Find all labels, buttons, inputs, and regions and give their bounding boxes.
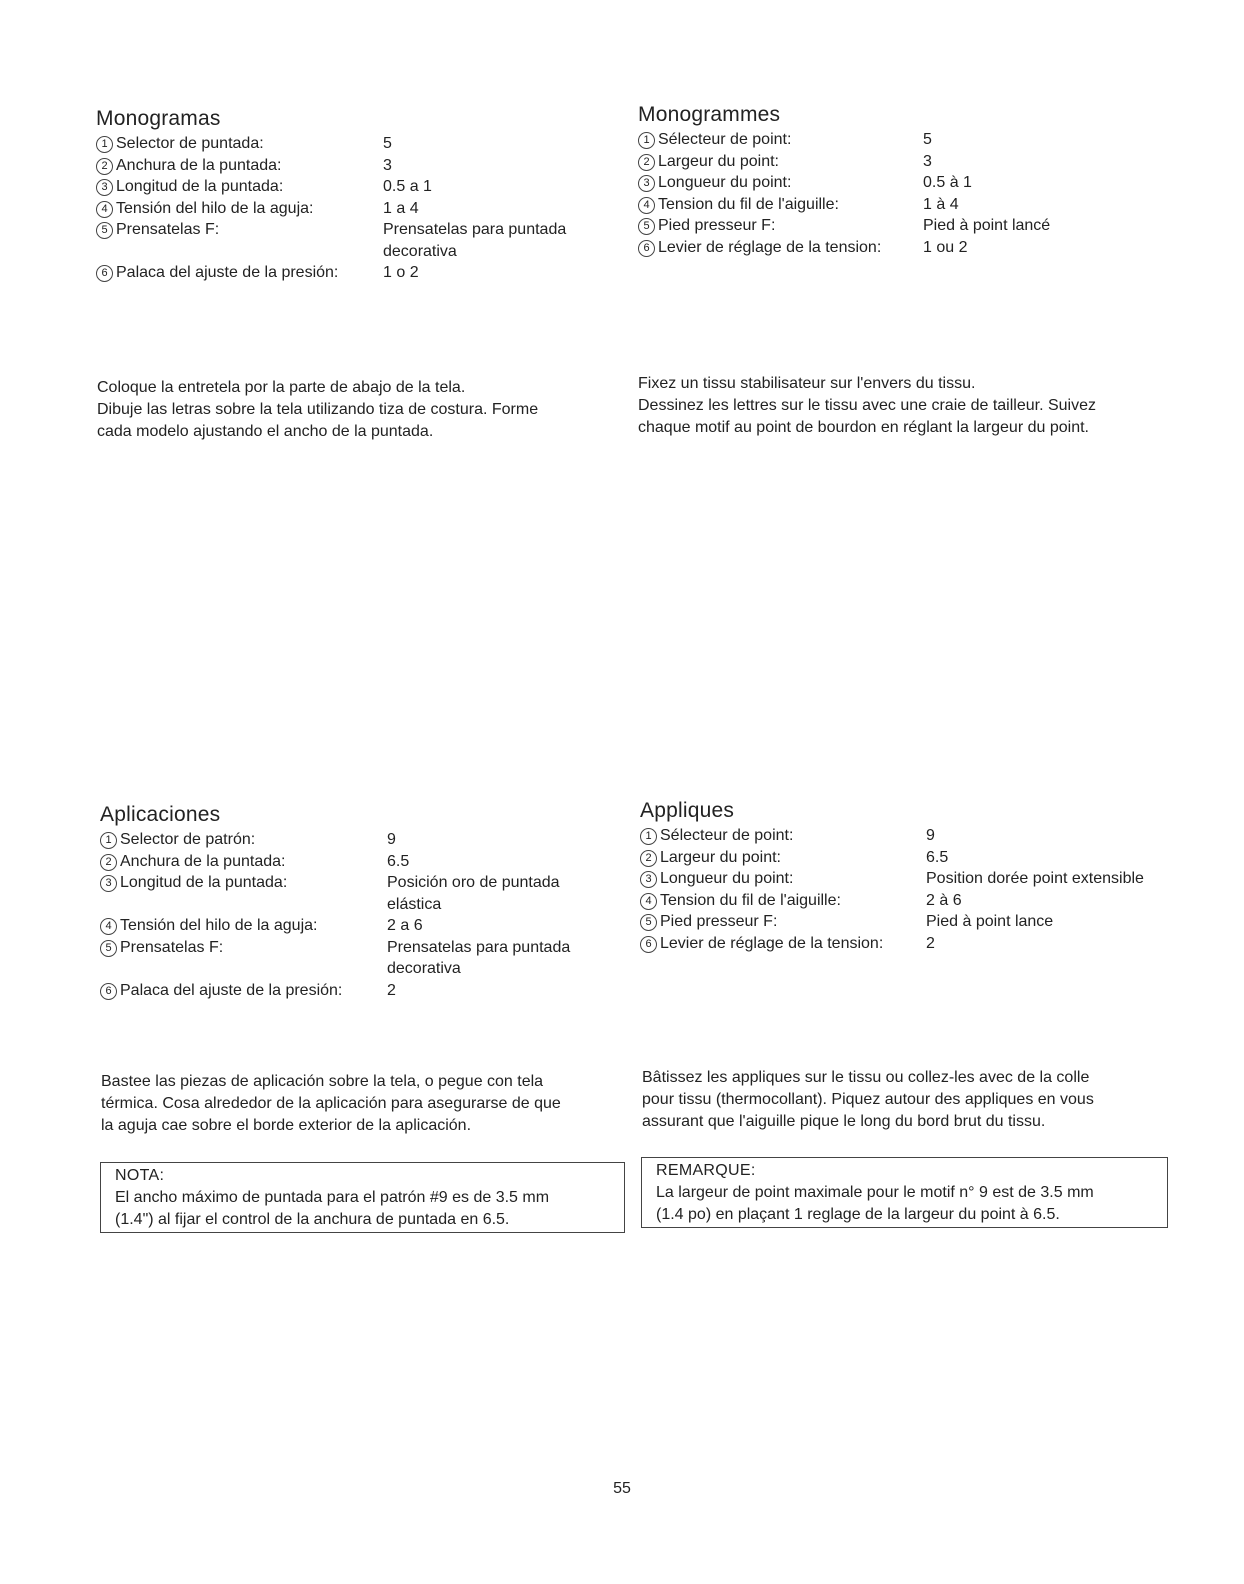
paragraph-line: cada modelo ajustando el ancho de la puntada. [97,423,434,440]
setting-label: Longueur du point: [658,174,792,191]
setting-label: Selector de patrón: [120,831,256,848]
circled-number: 1 [640,828,657,845]
aplicaciones-section [100,803,620,1001]
remarque-box [641,1157,1168,1228]
aplicaciones-paragraph [101,1071,561,1137]
setting-row [100,851,620,873]
setting-row [96,198,616,220]
setting-row [100,915,620,937]
circled-number: 6 [100,983,117,1000]
appliques-title: Appliques [640,799,735,822]
nota-line: El ancho máximo de puntada para el patrón #9 es de 3.5 mm [115,1189,550,1206]
remarque-line: La largeur de point maximale pour le motif n° 9 est de 3.5 mm [656,1184,1094,1201]
setting-row [638,194,1198,216]
setting-label: Tensión del hilo de la aguja: [120,917,318,934]
setting-value: 2 [926,934,935,952]
paragraph-line: la aguja cae sobre el borde exterior de la aplicación. [101,1117,472,1134]
circled-number: 3 [100,875,117,892]
setting-label: Longitud de la puntada: [116,178,284,195]
setting-value: 0.5 a 1 [383,178,432,195]
setting-row [640,847,1200,869]
setting-value-cont: elástica [387,895,442,913]
circled-number: 5 [640,914,657,931]
setting-value: 6.5 [387,852,410,870]
setting-row [96,155,616,177]
setting-row [100,829,620,851]
setting-label: Anchura de la puntada: [116,156,282,174]
setting-label: Levier de réglage de la tension: [658,238,882,256]
circled-number: 6 [638,240,655,257]
setting-label: Largeur du point: [660,848,781,866]
monogramas-settings [96,133,616,284]
paragraph-line: térmica. Cosa alrededor de la aplicación para asegurarse de que [101,1095,561,1112]
monogrammes-settings [638,129,1198,258]
paragraph-line: chaque motif au point de bourdon en réglant la largeur du point. [638,419,1089,436]
setting-label: Prensatelas F: [116,221,220,238]
setting-row [640,933,1200,955]
monogrammes-title: Monogrammes [638,103,781,126]
setting-label: Longitud de la puntada: [120,874,288,891]
aplicaciones-title: Aplicaciones [100,803,221,826]
circled-number: 6 [96,265,113,282]
setting-value: 9 [387,831,396,848]
paragraph-line: Coloque la entretela por la parte de abajo de la tela. [97,379,466,396]
setting-row [100,980,620,1002]
monogramas-section [96,107,616,284]
nota-line: (1.4") al fijar el control de la anchura de puntada en 6.5. [115,1211,510,1228]
circled-number: 4 [638,197,655,214]
circled-number: 3 [640,871,657,888]
setting-value-cont: decorativa [383,242,457,260]
setting-value: 3 [923,152,932,170]
setting-label: Tension du fil de l'aiguille: [660,891,841,909]
monogramas-title: Monogramas [96,107,221,130]
setting-value: 0.5 à 1 [923,174,972,191]
monogramas-paragraph [97,377,538,443]
setting-label: Selector de puntada: [116,135,264,152]
setting-value: 1 ou 2 [923,238,968,256]
circled-number: 5 [96,222,113,239]
setting-value: Posición oro de puntada [387,874,560,891]
paragraph-line: pour tissu (thermocollant). Piquez autour des appliques en vous [642,1091,1094,1108]
setting-value: Pied à point lance [926,913,1054,930]
setting-label: Largeur du point: [658,152,779,170]
monogrammes-section [638,103,1198,258]
circled-number: 4 [96,201,113,218]
setting-row [640,911,1200,933]
setting-label: Tension du fil de l'aiguille: [658,195,839,213]
aplicaciones-settings [100,829,620,1001]
setting-value: 3 [383,156,392,174]
setting-value: 6.5 [926,848,949,866]
circled-number: 2 [96,158,113,175]
setting-label: Tensión del hilo de la aguja: [116,199,314,217]
setting-value: 1 a 4 [383,199,419,217]
setting-value: 1 à 4 [923,195,959,213]
setting-value-cont: decorativa [387,960,461,977]
paragraph-line: assurant que l'aiguille pique le long du bord brut du tissu. [642,1113,1046,1130]
paragraph-line: Bâtissez les appliques sur le tissu ou collez-les avec de la colle [642,1069,1090,1086]
setting-value: 2 à 6 [926,891,962,909]
setting-row [640,825,1200,847]
paragraph-line: Fixez un tissu stabilisateur sur l'envers du tissu. [638,375,976,392]
circled-number: 2 [640,850,657,867]
appliques-settings [640,825,1200,954]
setting-row [640,868,1200,890]
circled-number: 5 [638,218,655,235]
setting-label: Palaca del ajuste de la presión: [116,264,339,281]
appliques-paragraph [642,1067,1094,1133]
setting-row [638,237,1198,259]
setting-row [638,129,1198,151]
setting-row [96,262,616,284]
setting-row [638,151,1198,173]
paragraph-line: Bastee las piezas de aplicación sobre la tela, o pegue con tela [101,1073,544,1090]
circled-number: 1 [100,832,117,849]
setting-value: 2 [387,981,396,999]
circled-number: 5 [100,940,117,957]
setting-value: 5 [383,135,392,152]
setting-label: Anchura de la puntada: [120,852,286,870]
setting-label: Sélecteur de point: [658,131,792,148]
circled-number: 4 [640,893,657,910]
setting-label: Palaca del ajuste de la presión: [120,981,343,999]
setting-value: 9 [926,827,935,844]
paragraph-line: Dibuje las letras sobre la tela utilizando tiza de costura. Forme [97,401,539,418]
setting-row [100,937,620,980]
setting-value: 2 a 6 [387,917,423,934]
circled-number: 3 [96,179,113,196]
setting-value: Pied à point lancé [923,217,1051,234]
circled-number: 2 [638,154,655,171]
setting-row [96,133,616,155]
setting-value: 1 o 2 [383,264,419,281]
setting-label: Sélecteur de point: [660,827,794,844]
setting-value: 5 [923,131,932,148]
paragraph-line: Dessinez les lettres sur le tissu avec une craie de tailleur. Suivez [638,397,1096,414]
page-number: 55 [613,1480,631,1497]
circled-number: 4 [100,918,117,935]
remarque-line: (1.4 po) en plaçant 1 reglage de la largeur du point à 6.5. [656,1206,1060,1223]
setting-row [96,219,616,262]
setting-value: Position dorée point extensible [926,870,1144,887]
circled-number: 2 [100,854,117,871]
monogrammes-paragraph [638,373,1096,439]
setting-row [96,176,616,198]
setting-label: Prensatelas F: [120,938,224,956]
setting-label: Longueur du point: [660,870,794,887]
setting-label: Pied presseur F: [660,913,778,930]
setting-label: Pied presseur F: [658,217,776,234]
setting-label: Levier de réglage de la tension: [660,934,884,952]
setting-row [638,172,1198,194]
setting-value: Prensatelas para puntada [387,938,571,956]
circled-number: 1 [96,136,113,153]
setting-row [640,890,1200,912]
setting-row [100,872,620,915]
circled-number: 6 [640,936,657,953]
circled-number: 3 [638,175,655,192]
setting-row [638,215,1198,237]
circled-number: 1 [638,132,655,149]
nota-title: NOTA: [115,1167,165,1184]
remarque-title: REMARQUE: [656,1162,756,1179]
nota-box [100,1162,625,1233]
setting-value: Prensatelas para puntada [383,221,567,238]
appliques-section [640,799,1200,954]
